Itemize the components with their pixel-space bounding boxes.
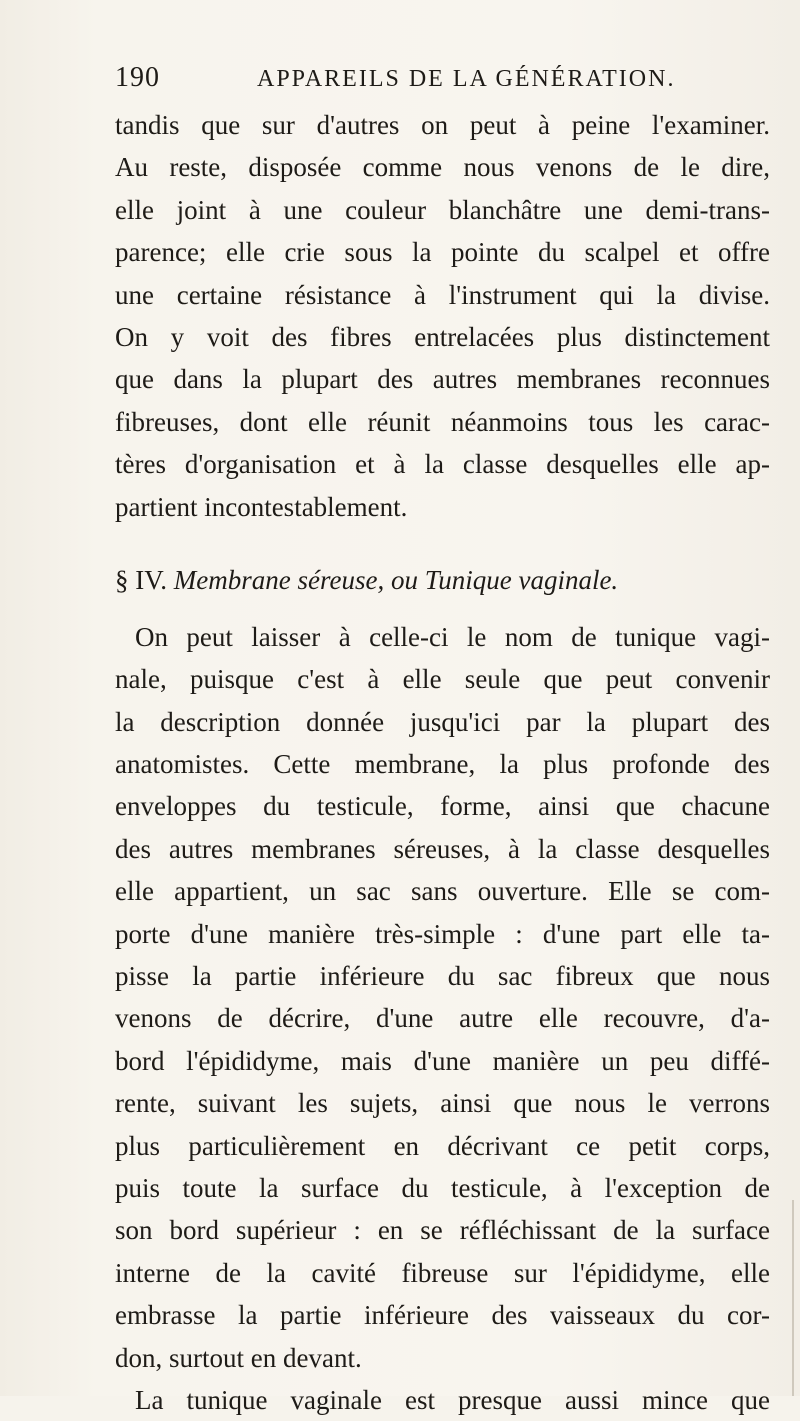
text-line: pisse la partie inférieure du sac fibreux que nous [115, 961, 770, 992]
text-line: rente, suivant les sujets, ainsi que nous le verrons [115, 1088, 770, 1119]
page-number: 190 [115, 62, 160, 93]
text-line: venons de décrire, d'une autre elle recouvre, d'a- [115, 1003, 770, 1034]
text-line: elle joint à une couleur blanchâtre une demi-trans- [115, 194, 770, 225]
text-line: puis toute la surface du testicule, à l'exception de [115, 1172, 770, 1203]
text-line: On peut laisser à celle-ci le nom de tunique vagi- [135, 621, 770, 652]
text-line: nale, puisque c'est à elle seule que peut convenir [115, 664, 770, 695]
text-line: embrasse la partie inférieure des vaisseaux du cor- [115, 1300, 770, 1331]
text-line: tandis que sur d'autres on peut à peine l'examiner. [115, 110, 770, 140]
page-header [115, 62, 676, 98]
text-line: parence; elle crie sous la pointe du scalpel et offre [115, 237, 770, 268]
text-line: interne de la cavité fibreuse sur l'épididyme, elle [115, 1257, 770, 1288]
paragraph-2 [115, 616, 770, 1379]
text-line: plus particulièrement en décrivant ce petit corps, [115, 1130, 770, 1161]
text-line: son bord supérieur : en se réfléchissant de la surface [115, 1215, 770, 1246]
text-line: don, surtout en devant. [115, 1342, 362, 1373]
text-line: porte d'une manière très-simple : d'une part elle ta- [115, 918, 770, 949]
section-heading [115, 544, 770, 616]
text-line: bord l'épididyme, mais d'une manière un peu diffé- [115, 1045, 770, 1076]
section-title: Membrane séreuse, ou Tunique vaginale. [173, 564, 619, 595]
paragraph-3 [115, 1379, 770, 1421]
section-symbol: § [115, 564, 129, 595]
text-line: fibreuses, dont elle réunit néanmoins tous les carac- [115, 406, 770, 437]
text-line: elle appartient, un sac sans ouverture. Elle se com- [115, 876, 770, 907]
text-line: partient incontestablement. [115, 491, 408, 522]
page-edge-shadow [792, 1200, 794, 1396]
text-line: anatomistes. Cette membrane, la plus profonde des [115, 749, 770, 780]
text-line: tères d'organisation et à la classe desquelles elle ap- [115, 449, 770, 480]
text-line: enveloppes du testicule, forme, ainsi que chacune [115, 791, 770, 822]
paragraph-1 [115, 104, 770, 528]
running-head: APPAREILS DE LA GÉNÉRATION. [257, 66, 676, 92]
text-line: La tunique vaginale est presque aussi mince que [135, 1384, 770, 1415]
body-text [115, 104, 770, 1421]
text-line: des autres membranes séreuses, à la classe desquelles [115, 833, 770, 864]
text-line: une certaine résistance à l'instrument qui la divise. [115, 279, 770, 310]
text-line: On y voit des fibres entrelacées plus distinctement [115, 321, 770, 352]
section-number: IV. [135, 564, 168, 595]
text-line: Au reste, disposée comme nous venons de le dire, [115, 152, 770, 183]
text-line: la description donnée jusqu'ici par la plupart des [115, 706, 770, 737]
text-line: que dans la plupart des autres membranes reconnues [115, 364, 770, 395]
